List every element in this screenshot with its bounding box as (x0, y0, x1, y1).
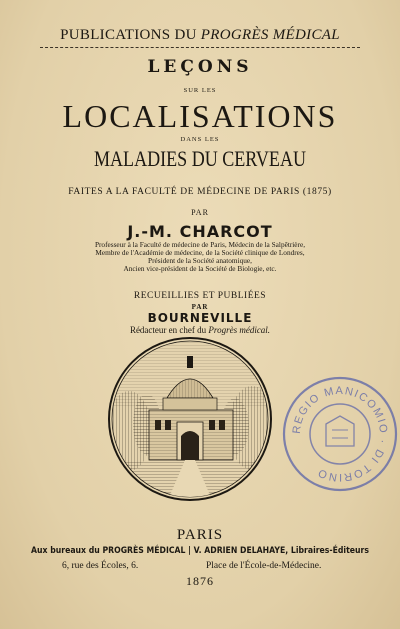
author-par: PAR (191, 208, 209, 217)
stamp-text: REGIO MANICOMIO · DI TORINO (290, 384, 390, 484)
imprint-publishers: Aux bureaux du PROGRÈS MÉDICAL | V. ADRIEN DELAHAYE, Libraires-Éditeurs (31, 546, 369, 556)
author-bio-line: Président de la Société anatomique, (148, 256, 252, 265)
title-sur-les: SUR LES (183, 87, 217, 94)
title-localisations: LOCALISATIONS (62, 98, 338, 134)
series-journal: PROGRÈS MÉDICAL (200, 27, 340, 43)
editor-recueillies: RECUEILLIES ET PUBLIÉES (133, 291, 267, 301)
author-bio-line: Professeur à la Faculté de médecine de Paris, Médecin de la Salpêtrière, (94, 240, 306, 249)
editor-par: PAR (191, 303, 209, 311)
editor-role-journal: Progrès médical. (208, 325, 271, 335)
author-bio-line: Membre de l'Académie de médecine, de la Société clinique de Londres, (95, 248, 305, 257)
engraving-vignette (107, 336, 273, 502)
header-rule (40, 47, 360, 48)
title-faites: FAITES A LA FACULTÉ DE MÉDECINE DE PARIS (1875) (68, 187, 332, 197)
series-header (0, 27, 400, 44)
title-maladies: MALADIES DU CERVEAU (93, 146, 307, 171)
editor-role (0, 325, 400, 335)
author-bio-line: Ancien vice-président de la Société de Biologie, etc. (123, 264, 277, 273)
author-name: J.-M. CHARCOT (127, 222, 273, 241)
editor-role-prefix: Rédacteur en chef du (129, 325, 209, 335)
title-lecons: LEÇONS (147, 57, 253, 77)
series-prefix: PUBLICATIONS DU (60, 27, 201, 43)
imprint-year: 1876 (186, 574, 214, 588)
imprint-address-left: 6, rue des Écoles, 6. (62, 561, 139, 571)
imprint-city: PARIS (176, 527, 224, 543)
title-dans-les: DANS LES (180, 136, 220, 143)
svg-text:REGIO MANICOMIO · DI TORINO (291, 385, 389, 483)
imprint-address-right: Place de l'École-de-Médecine. (206, 561, 322, 571)
library-stamp (278, 372, 400, 496)
editor-name: BOURNEVILLE (147, 311, 253, 325)
